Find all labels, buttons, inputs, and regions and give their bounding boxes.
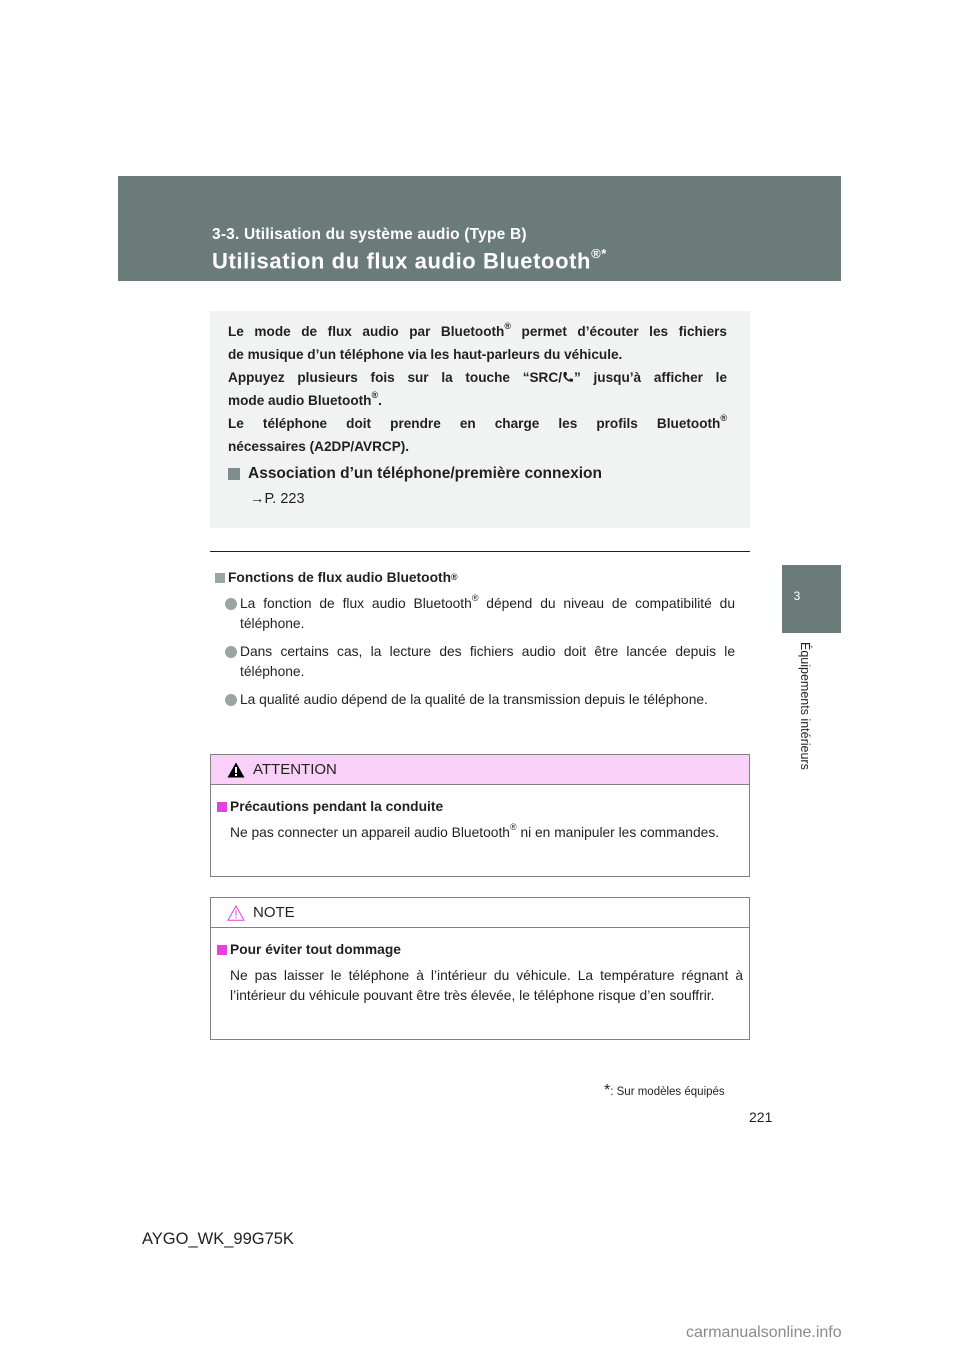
registered-mark: ® bbox=[471, 593, 479, 604]
note-subheading-text: Pour éviter tout dommage bbox=[230, 942, 401, 957]
footnote bbox=[604, 1082, 725, 1100]
square-bullet-icon bbox=[228, 468, 240, 480]
attention-subheading bbox=[217, 797, 743, 817]
registered-mark: ® bbox=[371, 390, 379, 401]
square-bullet-icon bbox=[215, 573, 225, 583]
chapter-number: 3 bbox=[793, 589, 801, 603]
note-box bbox=[210, 897, 750, 1040]
attention-text bbox=[230, 823, 743, 843]
attention-box bbox=[210, 754, 750, 877]
list-item bbox=[225, 594, 735, 634]
intro-box bbox=[210, 311, 750, 528]
list-item bbox=[225, 690, 735, 710]
attention-text-b: ni en manipuler les commandes. bbox=[516, 825, 720, 840]
section-divider bbox=[210, 551, 750, 552]
attention-label: ATTENTION bbox=[253, 761, 337, 778]
intro-line: Appuyez plusieurs fois sur la touche “SRC/ bbox=[228, 370, 562, 385]
page-title-marks: ®* bbox=[591, 246, 607, 261]
intro-line: Le téléphone doit prendre en charge les profils Bluetooth bbox=[228, 416, 721, 431]
note-text: Ne pas laisser le téléphone à l’intérieur du véhicule. La température régnant à l’intérieur du véhicule pouvant être très élevée, le téléphone risque d’en souffrir. bbox=[230, 968, 743, 1003]
registered-mark: ® bbox=[509, 822, 517, 833]
list-item-text: Dans certains cas, la lecture des fichiers audio doit être lancée depuis le téléphone. bbox=[240, 644, 735, 679]
page-title-text: Utilisation du flux audio Bluetooth bbox=[212, 248, 592, 274]
intro-line: de musique d’un téléphone via les haut-parleurs du véhicule. bbox=[228, 347, 623, 362]
note-header bbox=[211, 898, 749, 928]
bullet-dot-icon bbox=[225, 646, 237, 658]
intro-line: ” jusqu’à afficher le bbox=[573, 370, 728, 385]
registered-mark: ® bbox=[720, 413, 727, 424]
attention-subheading-text: Précautions pendant la conduite bbox=[230, 799, 444, 814]
tips-title-text: Fonctions de flux audio Bluetooth bbox=[228, 570, 452, 585]
intro-line: nécessaires (A2DP/AVRCP). bbox=[228, 439, 410, 454]
list-item bbox=[225, 642, 735, 682]
intro-line: . bbox=[378, 393, 382, 408]
warning-triangle-icon bbox=[227, 762, 245, 778]
tips-section bbox=[215, 568, 735, 718]
pairing-subheading-text: Association d’un téléphone/première connexion bbox=[248, 465, 602, 482]
note-body bbox=[211, 928, 749, 1006]
square-bullet-icon bbox=[217, 945, 227, 955]
chapter-tab bbox=[782, 565, 841, 633]
bullet-dot-icon bbox=[225, 694, 237, 706]
pairing-subheading bbox=[228, 465, 602, 483]
bullet-dot-icon bbox=[225, 598, 237, 610]
list-item-text-a: La fonction de flux audio Bluetooth bbox=[240, 596, 472, 611]
note-label: NOTE bbox=[253, 904, 295, 921]
watermark-link[interactable]: carmanualsonline.info bbox=[686, 1324, 842, 1341]
intro-text bbox=[228, 320, 727, 458]
note-subheading bbox=[217, 940, 743, 960]
intro-line: permet d’écouter les fichiers bbox=[510, 324, 727, 339]
asterisk-mark: * bbox=[604, 1082, 611, 1099]
page-title bbox=[212, 248, 607, 274]
page-number: 221 bbox=[749, 1109, 773, 1125]
attention-body bbox=[211, 785, 749, 843]
page-reference-link[interactable]: →P. 223 bbox=[250, 491, 305, 507]
phone-icon bbox=[562, 371, 574, 383]
attention-header bbox=[211, 755, 749, 785]
registered-mark: ® bbox=[504, 321, 511, 332]
document-code: AYGO_WK_99G75K bbox=[142, 1230, 294, 1248]
footnote-text: : Sur modèles équipés bbox=[610, 1086, 725, 1098]
chapter-header-band bbox=[118, 176, 841, 281]
list-item-text-b: dépend du niveau de compatibilité du téléphone. bbox=[240, 596, 735, 631]
caution-outline-icon bbox=[227, 905, 245, 921]
tips-title: Fonctions de flux audio Bluetooth ® bbox=[215, 568, 735, 588]
intro-line: mode audio Bluetooth bbox=[228, 393, 372, 408]
section-label: 3-3. Utilisation du système audio (Type B) bbox=[212, 226, 527, 243]
chapter-label: Équipements intérieurs bbox=[798, 642, 812, 770]
attention-text-a: Ne pas connecter un appareil audio Bluetooth bbox=[230, 825, 510, 840]
list-item-text: La qualité audio dépend de la qualité de la transmission depuis le téléphone. bbox=[240, 692, 708, 707]
list-item-text bbox=[240, 594, 735, 634]
square-bullet-icon bbox=[217, 802, 227, 812]
intro-line: Le mode de flux audio par Bluetooth bbox=[228, 324, 505, 339]
